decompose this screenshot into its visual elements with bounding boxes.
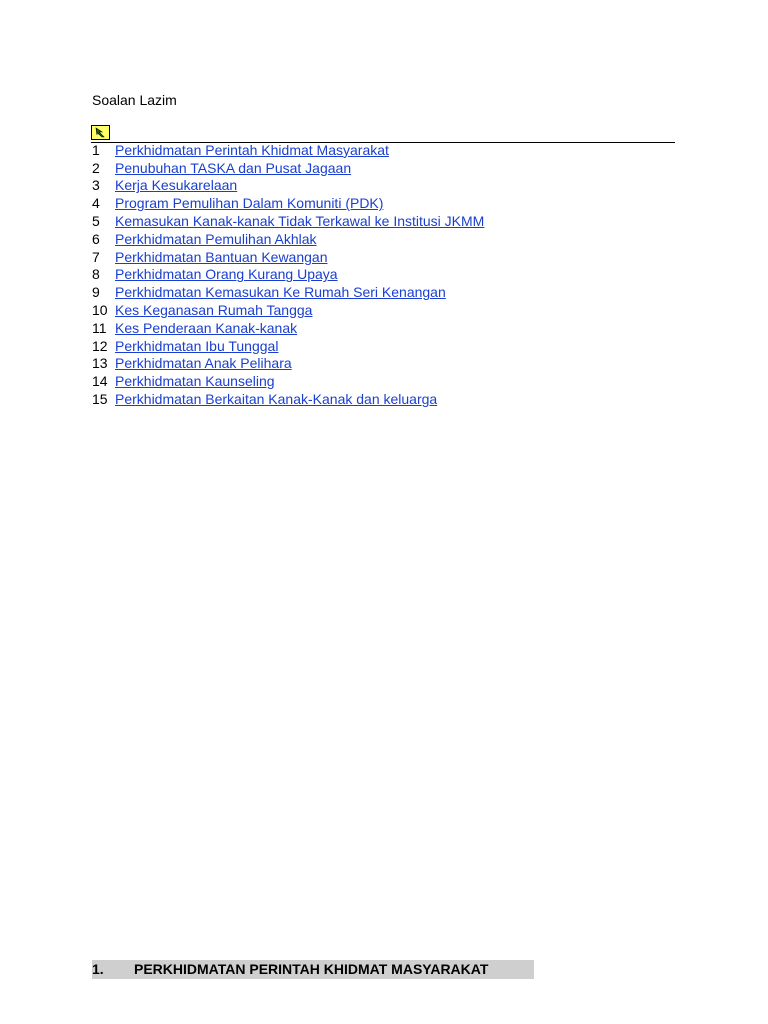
toc-item: [92, 319, 484, 337]
toc-item-link[interactable]: Perkhidmatan Ibu Tunggal: [115, 337, 279, 354]
section-number: 1.: [92, 961, 104, 977]
toc-item-link[interactable]: Perkhidmatan Bantuan Kewangan: [115, 248, 328, 265]
section-heading: [92, 960, 534, 979]
toc-item-link[interactable]: Penubuhan TASKA dan Pusat Jagaan: [115, 159, 352, 176]
toc-item-link[interactable]: Perkhidmatan Pemulihan Akhlak: [115, 230, 317, 247]
toc-list: [92, 141, 484, 408]
toc-item-number: 4: [92, 195, 100, 212]
toc-item-link[interactable]: Kes Penderaan Kanak-kanak: [115, 319, 298, 336]
toc-item-link[interactable]: Perkhidmatan Berkaitan Kanak-Kanak dan keluarga: [115, 391, 438, 408]
toc-item-number: 12: [92, 337, 108, 354]
toc-item-number: 7: [92, 248, 100, 265]
arrow-glyph: [94, 127, 107, 138]
toc-item: [92, 212, 484, 230]
toc-item-number: 8: [92, 266, 100, 283]
toc-item-number: 13: [92, 355, 108, 372]
toc-item-number: 10: [92, 302, 108, 319]
toc-item-number: 14: [92, 373, 108, 390]
toc-item: [92, 194, 484, 212]
page-title: Soalan Lazim: [92, 92, 177, 108]
section-title: PERKHIDMATAN PERINTAH KHIDMAT MASYARAKAT: [134, 961, 489, 977]
toc-item-number: 6: [92, 230, 100, 247]
toc-item-number: 3: [92, 177, 100, 194]
toc-item: [92, 301, 484, 319]
toc-item: [92, 372, 484, 390]
toc-item: [92, 230, 484, 248]
toc-item-number: 2: [92, 159, 100, 176]
toc-item-number: 11: [92, 319, 107, 336]
toc-item: [92, 159, 484, 177]
toc-item: [92, 355, 484, 373]
toc-item: [92, 141, 484, 159]
toc-item-link[interactable]: Kerja Kesukarelaan: [115, 177, 238, 194]
toc-item-link[interactable]: Perkhidmatan Anak Pelihara: [115, 355, 292, 372]
toc-item-link[interactable]: Perkhidmatan Kemasukan Ke Rumah Seri Kenangan: [115, 284, 446, 301]
toc-item-link[interactable]: Kes Keganasan Rumah Tangga: [115, 302, 313, 319]
toc-item: [92, 177, 484, 195]
toc-item-link[interactable]: Kemasukan Kanak-kanak Tidak Terkawal ke Institusi JKMM: [115, 213, 485, 230]
toc-item-link[interactable]: Perkhidmatan Kaunseling: [115, 373, 275, 390]
toc-item-link[interactable]: Perkhidmatan Perintah Khidmat Masyarakat: [115, 141, 389, 158]
toc-item-link[interactable]: Program Pemulihan Dalam Komuniti (PDK): [115, 195, 384, 212]
toc-item-number: 9: [92, 284, 100, 301]
toc-item-number: 5: [92, 213, 100, 230]
toc-item-number: 15: [92, 391, 108, 408]
toc-item: [92, 337, 484, 355]
toc-item: [92, 248, 484, 266]
toc-item: [92, 283, 484, 301]
toc-item-link[interactable]: Perkhidmatan Orang Kurang Upaya: [115, 266, 338, 283]
toc-item: [92, 390, 484, 408]
toc-item-number: 1: [92, 141, 100, 158]
toc-item: [92, 266, 484, 284]
back-to-top-arrow-icon[interactable]: [91, 125, 110, 140]
